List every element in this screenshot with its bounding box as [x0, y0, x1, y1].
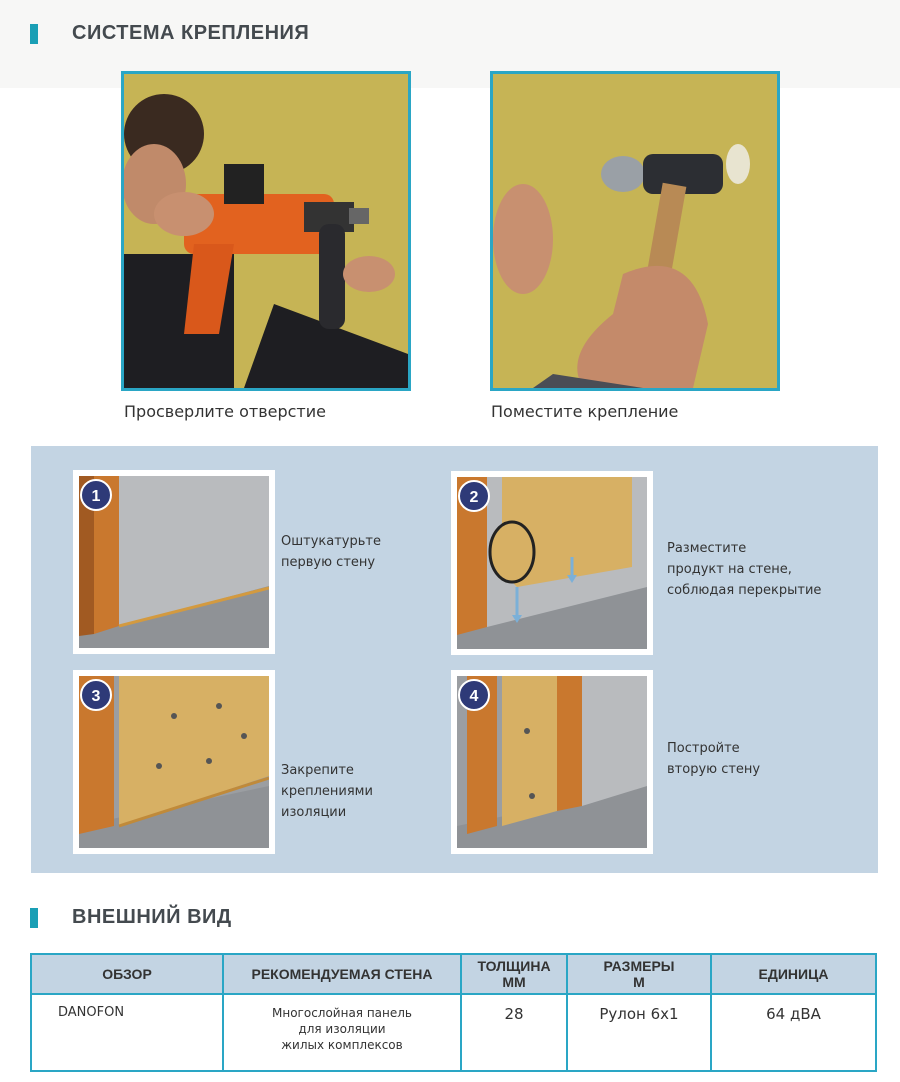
column-header-label: РЕКОМЕНДУЕМАЯ СТЕНА [251, 966, 433, 982]
column-header-label: ОБЗОР [102, 966, 152, 982]
step-2-illustration [451, 471, 653, 655]
section-marker [30, 24, 38, 44]
column-header-label: ТОЛЩИНА [477, 958, 551, 974]
step-3-line: изоляции [281, 805, 347, 820]
step-1-line: первую стену [281, 555, 376, 570]
step-3-illustration [73, 670, 275, 854]
section-heading-fastening [30, 22, 309, 45]
photo-hammer [490, 71, 780, 391]
column-header-label: ММ [502, 974, 526, 990]
step-1-text [281, 531, 381, 573]
step-3-line: Закрепите [281, 763, 354, 778]
step-1-line: Оштукатурьте [281, 534, 381, 549]
table-row [31, 994, 876, 1071]
section-marker [30, 908, 38, 928]
step-2-line: Разместите [667, 541, 747, 556]
step-3-number: 3 [91, 688, 101, 705]
step-1-illustration [73, 470, 275, 654]
table-header-row [31, 954, 876, 994]
cell-line: Многослойная панель [272, 1006, 412, 1020]
step-4-text [667, 738, 760, 780]
photo-drilling [121, 71, 411, 391]
step-2-line: соблюдая перекрытие [667, 583, 822, 598]
column-header-label: РАЗМЕРЫ [603, 958, 675, 974]
cell-recommended-wall [223, 994, 461, 1071]
cell-product: DANOFON [31, 994, 223, 1071]
step-4-illustration [451, 670, 653, 854]
step-3-text [281, 760, 373, 823]
cell-thickness: 28 [461, 994, 567, 1071]
spec-table [30, 953, 877, 1072]
column-header [711, 954, 876, 994]
column-header [461, 954, 567, 994]
section-title: СИСТЕМА КРЕПЛЕНИЯ [72, 22, 310, 44]
step-2-line: продукт на стене, [667, 562, 792, 577]
step-1-number: 1 [91, 488, 101, 505]
cell-line: жилых комплексов [281, 1038, 403, 1052]
column-header [223, 954, 461, 994]
photo-caption-hammer: Поместите крепление [491, 402, 679, 421]
step-4-line: вторую стену [667, 762, 761, 777]
section-title: ВНЕШНИЙ ВИД [72, 906, 232, 928]
column-header [567, 954, 711, 994]
step-2-number: 2 [469, 489, 479, 506]
section-heading-appearance [30, 906, 232, 929]
column-header-label: М [633, 974, 645, 990]
cell-line: для изоляции [298, 1022, 386, 1036]
column-header-label: ЕДИНИЦА [758, 966, 829, 982]
step-4-line: Постройте [667, 741, 740, 756]
photo-caption-drilling: Просверлите отверстие [124, 402, 326, 421]
step-4-number: 4 [469, 688, 479, 705]
cell-unit: 64 дВА [711, 994, 876, 1071]
step-3-line: креплениями [281, 784, 373, 799]
step-2-text [667, 538, 821, 601]
cell-size: Рулон 6x1 [567, 994, 711, 1071]
column-header [31, 954, 223, 994]
